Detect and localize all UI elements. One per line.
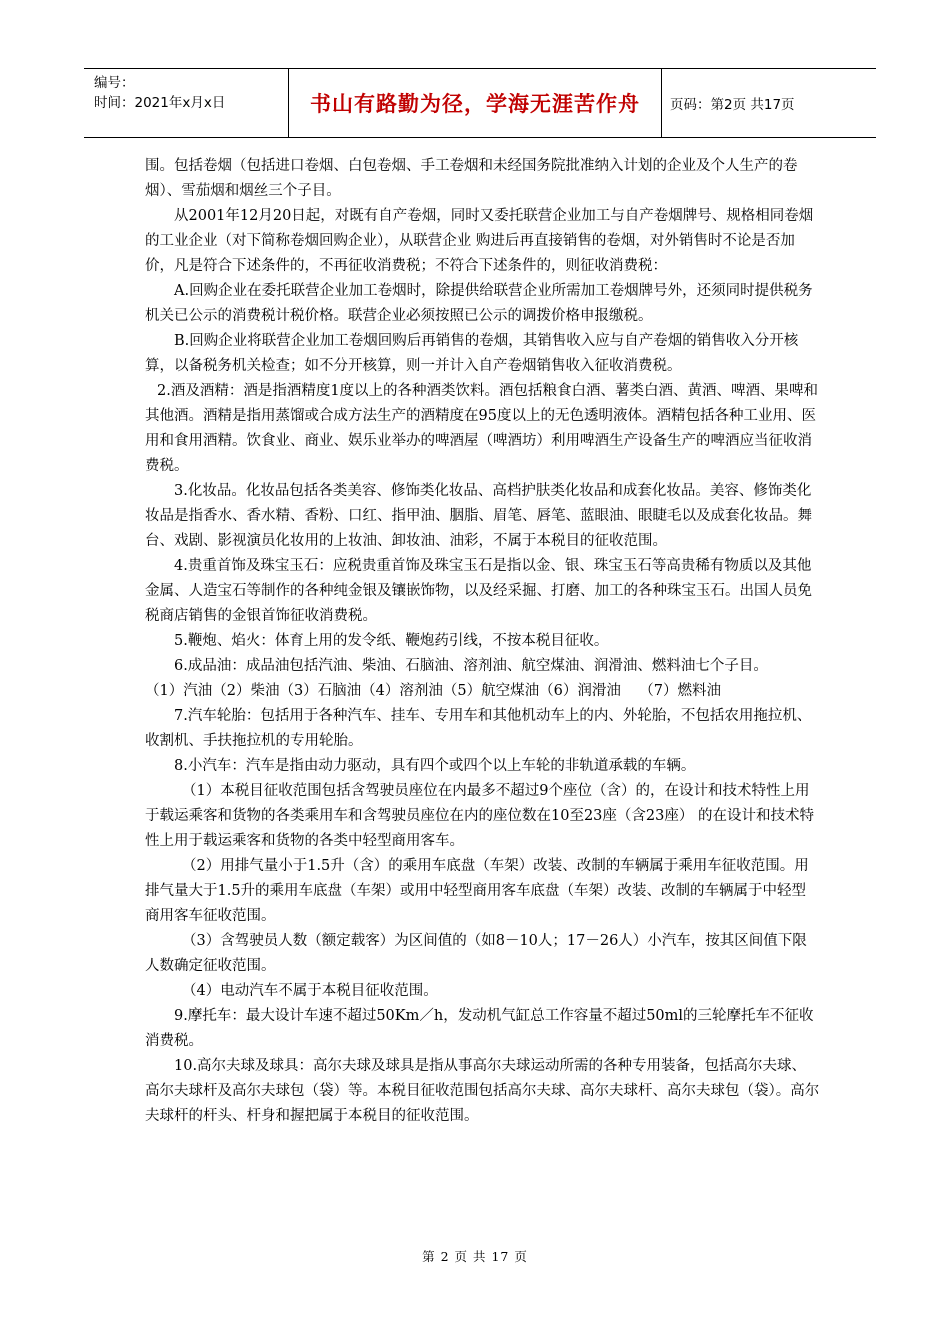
paragraph-alcohol: 2.酒及酒精：酒是指酒精度1度以上的各种酒类饮料。酒包括粮食白酒、薯类白酒、黄酒、啤酒、果啤和其他酒。酒精是指用蒸馏或合成方法生产的酒精度在95度以上的无色透明液体。酒精包括各种工业用、医用和食用酒精。饮食业、商业、娱乐业举办的啤酒屋（啤酒坊）利用啤酒生产设备生产的啤酒应当征收消费税。: [145, 383, 819, 474]
paragraph-condition-a: A.回购企业在委托联营企业加工卷烟时，除提供给联营企业所需加工卷烟牌号外，还须同时提供税务机关已公示的消费税计税价格。联营企业必须按照已公示的调拨价格申报缴税。: [145, 283, 813, 324]
paragraph-repurchase-rule: 从2001年12月20日起，对既有自产卷烟，同时又委托联营企业加工与自产卷烟牌号、规格相同卷烟的工业企业（对下简称卷烟回购企业），从联营企业 购进后再直接销售的卷烟，对外销售时不论是否加价，凡是符合下述条件的，不再征收消费税；不符合下述条件的，则征收消费税：: [145, 208, 814, 274]
paragraph-golf: 10.高尔夫球及球具：高尔夫球及球具是指从事高尔夫球运动所需的各种专用装备，包括高尔夫球、高尔夫球杆及高尔夫球包（袋）等。本税目征收范围包括高尔夫球、高尔夫球杆、高尔夫球包（袋）。高尔夫球杆的杆头、杆身和握把属于本税目的征收范围。: [145, 1058, 820, 1124]
page-header: [84, 68, 876, 138]
oil-subitems-list: （1）汽油（2）柴油（3）石脑油（4）溶剂油（5）航空煤油（6）润滑油 （7）燃料油: [145, 683, 722, 699]
paragraph-cars-item-2: （2）用排气量小于1.5升（含）的乘用车底盘（车架）改装、改制的车辆属于乘用车征收范围。用排气量大于1.5升的乘用车底盘（车架）或用中轻型商用客车底盘（车架）改装、改制的车辆属于中轻型商用客车征收范围。: [145, 858, 809, 924]
paragraph-fireworks: 5.鞭炮、焰火：体育上用的发令纸、鞭炮药引线，不按本税目征收。: [174, 633, 609, 649]
time-label: 时间：2021年x月x日: [94, 95, 226, 111]
paragraph-tobacco-continued: 围。包括卷烟（包括进口卷烟、白包卷烟、手工卷烟和未经国务院批准纳入计划的企业及个人生产的卷烟）、雪茄烟和烟丝三个子目。: [145, 158, 798, 199]
page-footer: 第 2 页 共 17 页: [422, 1249, 528, 1264]
paragraph-motorcycles: 9.摩托车：最大设计车速不超过50Km／h，发动机气缸总工作容量不超过50ml的三轮摩托车不征收消费税。: [145, 1008, 814, 1049]
paragraph-condition-b: B.回购企业将联营企业加工卷烟回购后再销售的卷烟，其销售收入应与自产卷烟的销售收入分开核算，以备税务机关检查；如不分开核算，则一并计入自产卷烟销售收入征收消费税。: [145, 333, 799, 374]
paragraph-cars-item-4: （4）电动汽车不属于本税目征收范围。: [182, 983, 438, 999]
paragraph-cars: 8.小汽车：汽车是指由动力驱动，具有四个或四个以上车轮的非轨道承载的车辆。: [174, 758, 696, 774]
document-body: [145, 154, 820, 1129]
paragraph-refined-oil: 6.成品油：成品油包括汽油、柴油、石脑油、溶剂油、航空煤油、润滑油、燃料油七个子目。: [174, 658, 768, 674]
motto-banner: 书山有路勤为径，学海无涯苦作舟: [288, 69, 662, 137]
page-number-label: 页码：第2页 共17页: [670, 97, 795, 113]
paragraph-cars-item-1: （1）本税目征收范围包括含驾驶员座位在内最多不超过9个座位（含）的，在设计和技术特性上用于载运乘客和货物的各类乘用车和含驾驶员座位在内的座位数在10至23座（含23座） 的在设计和技术特性上用于载运乘客和货物的各类中轻型商用客车。: [145, 783, 814, 849]
paragraph-cars-item-3: （3）含驾驶员人数（额定载客）为区间值的（如8－10人；17－26人）小汽车，按其区间值下限人数确定征收范围。: [145, 933, 807, 974]
header-meta: [94, 73, 290, 113]
code-label: 编号：: [94, 75, 135, 91]
paragraph-jewelry: 4.贵重首饰及珠宝玉石：应税贵重首饰及珠宝玉石是指以金、银、珠宝玉石等高贵稀有物质以及其他金属、人造宝石等制作的各种纯金银及镶嵌饰物，以及经采掘、打磨、加工的各种珠宝玉石。出国人员免税商店销售的金银首饰征收消费税。: [145, 558, 812, 624]
paragraph-cosmetics: 3.化妆品。化妆品包括各类美容、修饰类化妆品、高档护肤类化妆品和成套化妆品。美容、修饰类化妆品是指香水、香水精、香粉、口红、指甲油、胭脂、眉笔、唇笔、蓝眼油、眼睫毛以及成套化妆品。舞台、戏剧、影视演员化妆用的上妆油、卸妆油、油彩，不属于本税目的征收范围。: [145, 483, 812, 549]
paragraph-tires: 7.汽车轮胎：包括用于各种汽车、挂车、专用车和其他机动车上的内、外轮胎，不包括农用拖拉机、收割机、手扶拖拉机的专用轮胎。: [145, 708, 812, 749]
